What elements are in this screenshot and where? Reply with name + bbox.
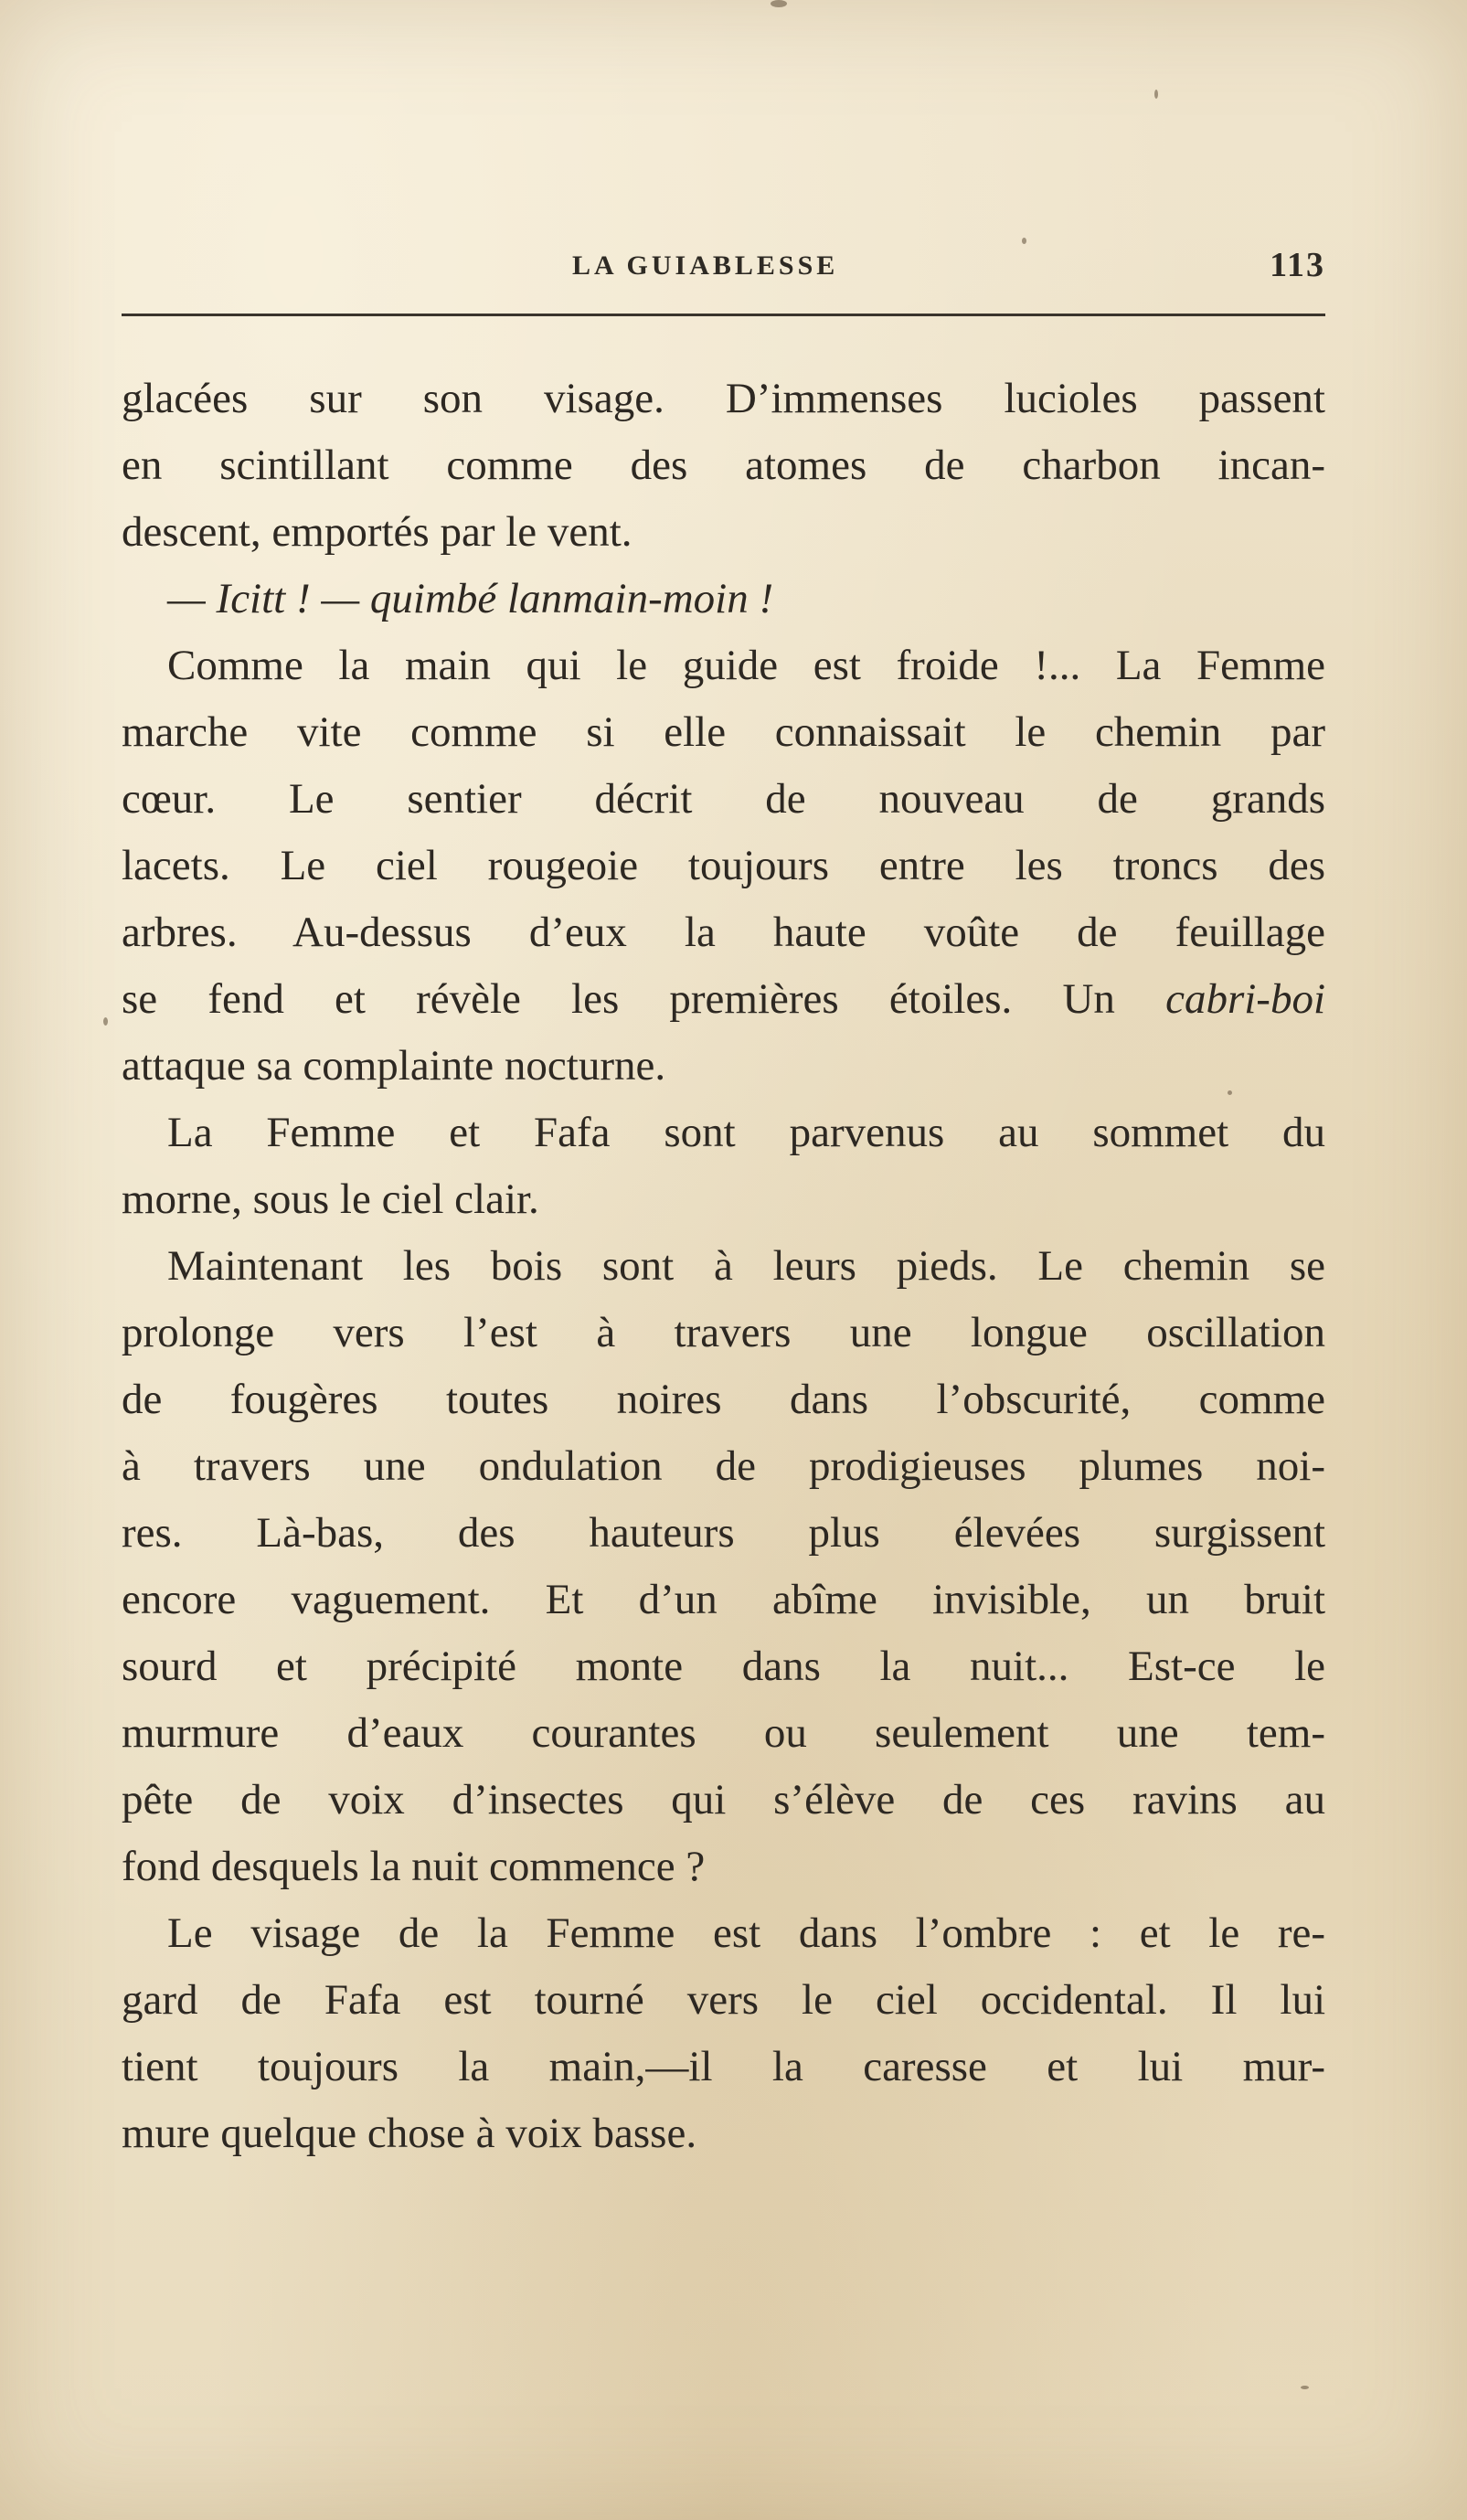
text-line: morne, sous le ciel clair. — [122, 1175, 539, 1223]
text-line: Comme la main qui le guide est froide !... La Femme — [167, 642, 1325, 689]
paper-speck — [771, 0, 787, 7]
text-line: tient toujours la main,—il la caresse et lui mur- — [122, 2043, 1325, 2090]
text-line: marche vite comme si elle connaissait le chemin par — [122, 708, 1325, 756]
text-line: de fougères toutes noires dans l’obscurité, comme — [122, 1376, 1325, 1423]
paper-speck — [1301, 2386, 1309, 2389]
line-text: se fend et révèle les premières étoiles. Un — [122, 975, 1166, 1023]
text-line: encore vaguement. Et d’un abîme invisible, un bruit — [122, 1576, 1325, 1623]
header-rule — [122, 314, 1325, 316]
text-line: Le visage de la Femme est dans l’ombre : et le re- — [167, 1909, 1325, 1957]
text-line: La Femme et Fafa sont parvenus au sommet du — [167, 1109, 1325, 1156]
text-line: murmure d’eaux courantes ou seulement une tem- — [122, 1709, 1325, 1757]
text-line: arbres. Au-dessus d’eux la haute voûte de feuillage — [122, 909, 1325, 956]
text-line: à travers une ondulation de prodigieuses plumes noi- — [122, 1442, 1325, 1490]
running-title: LA GUIABLESSE — [572, 250, 839, 281]
text-line — [122, 966, 1325, 1033]
text-line: pête de voix d’insectes qui s’élève de ces ravins au — [122, 1776, 1325, 1824]
dialogue-line: — Icitt ! — quimbé lanmain-moin ! — [167, 575, 774, 622]
text-line: attaque sa complainte nocturne. — [122, 1042, 666, 1090]
text-line: descent, emportés par le vent. — [122, 508, 633, 556]
text-line: glacées sur son visage. D’immenses lucioles passent — [122, 375, 1325, 422]
text-line: prolonge vers l’est à travers une longue oscillation — [122, 1309, 1325, 1356]
text-line: gard de Fafa est tourné vers le ciel occidental. Il lui — [122, 1976, 1325, 2024]
italic-term: cabri-boi — [1165, 975, 1325, 1023]
text-line: mure quelque chose à voix basse. — [122, 2110, 697, 2157]
text-line: sourd et précipité monte dans la nuit... Est-ce le — [122, 1643, 1325, 1690]
body-text — [122, 366, 1325, 2167]
page-number: 113 — [1270, 246, 1325, 284]
text-line: en scintillant comme des atomes de charbon incan- — [122, 441, 1325, 489]
text-line: fond desquels la nuit commence ? — [122, 1843, 706, 1890]
text-line: res. Là-bas, des hauteurs plus élevées surgissent — [122, 1509, 1325, 1557]
text-line: Maintenant les bois sont à leurs pieds. Le chemin se — [167, 1242, 1325, 1290]
paper-speck — [1154, 90, 1158, 99]
paper-speck — [103, 1017, 108, 1026]
text-line: cœur. Le sentier décrit de nouveau de grands — [122, 775, 1325, 823]
text-line: lacets. Le ciel rougeoie toujours entre les troncs des — [122, 842, 1325, 889]
page-header — [122, 239, 1325, 294]
